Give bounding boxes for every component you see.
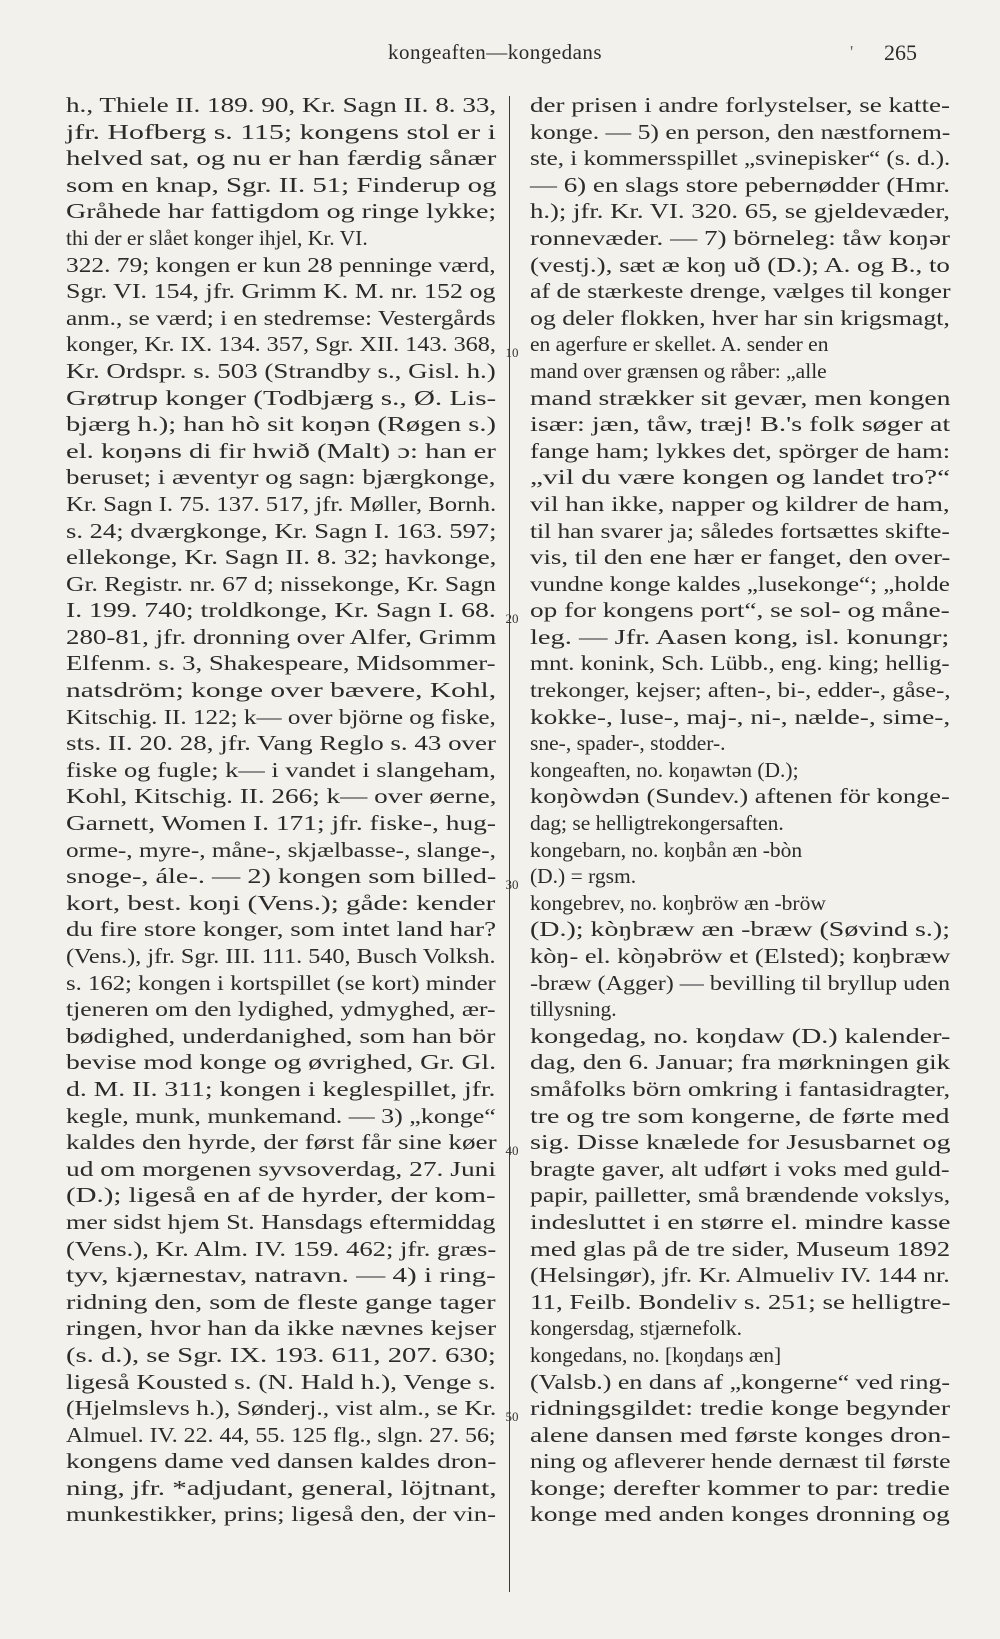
text-line: el. koŋəns di fir hwið (Malt) ɔ: han er bbox=[66, 438, 496, 463]
text-line: ligeså Kousted s. (N. Hald h.), Venge s. bbox=[66, 1369, 496, 1394]
text-line: bragte gaver, alt udført i voks med guld- bbox=[530, 1156, 950, 1181]
text-line: vil han ikke, napper og kildrer de ham, bbox=[530, 491, 950, 516]
text-line: munkestikker, prins; ligeså den, der vin- bbox=[66, 1502, 497, 1527]
text-line: (Valsb.) en dans af „kongerne“ ved ring- bbox=[530, 1369, 951, 1394]
text-line: (D.); ligeså en af de hyrder, der kom- bbox=[66, 1183, 496, 1208]
text-line: som en knap, Sgr. II. 51; Finderup og bbox=[66, 172, 497, 197]
line-number-marker: 20 bbox=[505, 611, 519, 626]
text-line: kongeaften, no. koŋawtən (D.); bbox=[530, 757, 799, 782]
text-line: til han svarer ja; således fortsættes skifte- bbox=[530, 518, 950, 543]
text-line: ning, jfr. *adjudant, general, löjtnant, bbox=[66, 1475, 497, 1500]
text-line: (Hjelmslevs h.), Sønderj., vist alm., se Kr. bbox=[66, 1396, 497, 1421]
text-line: konge med anden konges dronning og bbox=[530, 1502, 950, 1527]
text-line: sts. II. 20. 28, jfr. Vang Reglo s. 43 over bbox=[66, 731, 496, 756]
text-line: h., Thiele II. 189. 90, Kr. Sagn II. 8. 33, bbox=[66, 93, 497, 117]
text-line: især: jæn, tåw, træj! B.'s folk søger at bbox=[530, 412, 951, 437]
text-line: Grøtrup konger (Todbjærg s., Ø. Lis- bbox=[66, 385, 497, 410]
text-line: ronnevæder. — 7) börneleg: tåw koŋər bbox=[530, 225, 951, 250]
text-line: Elfenm. s. 3, Shakespeare, Midsommer- bbox=[66, 651, 496, 676]
text-line: fange ham; lykkes det, spörger de ham: bbox=[530, 438, 951, 463]
text-line: mand strækker sit gevær, men kongen bbox=[530, 385, 951, 410]
text-line: (D.) = rgsm. bbox=[530, 864, 637, 889]
text-line: kongebrev, no. koŋbröw æn -bröw bbox=[530, 890, 826, 915]
text-line: tyv, kjærnestav, natravn. — 4) i ring- bbox=[66, 1263, 496, 1288]
text-line: 280-81, jfr. dronning over Alfer, Grimm bbox=[66, 624, 497, 649]
text-line: vundne konge kaldes „lusekonge“; „holde bbox=[530, 571, 950, 596]
text-line: I. 199. 740; troldkonge, Kr. Sagn I. 68. bbox=[66, 598, 496, 623]
text-line: — 6) en slags store pebernødder (Hmr. bbox=[530, 172, 950, 197]
text-line: (s. d.), se Sgr. IX. 193. 611, 207. 630; bbox=[66, 1342, 496, 1367]
text-line: trekonger, kejser; aften-, bi-, edder-, gåse-, bbox=[530, 678, 951, 703]
text-line: Kr. Ordspr. s. 503 (Strandby s., Gisl. h.) bbox=[66, 358, 496, 383]
text-line: Sgr. VI. 154, jfr. Grimm K. M. nr. 152 og bbox=[66, 279, 496, 304]
text-line: ellekonge, Kr. Sagn II. 8. 32; havkonge, bbox=[66, 545, 497, 570]
text-line: tre og tre som kongerne, de førte med bbox=[530, 1103, 950, 1128]
line-number-marker: 40 bbox=[505, 1143, 519, 1158]
text-line: anm., se værd; i en stedremse: Vestergårds bbox=[66, 305, 496, 330]
text-line: sne-, spader-, stodder-. bbox=[530, 731, 726, 756]
text-line: 322. 79; kongen er kun 28 penninge værd, bbox=[66, 252, 496, 277]
text-line: mand over grænsen og råber: „alle bbox=[530, 358, 827, 383]
text-line: Garnett, Women I. 171; jfr. fiske-, hug- bbox=[66, 811, 497, 836]
text-line: (Vens.), Kr. Alm. IV. 159. 462; jfr. græs- bbox=[66, 1236, 497, 1261]
text-line: kegle, munk, munkemand. — 3) „konge“ bbox=[66, 1103, 496, 1128]
running-header bbox=[0, 40, 1000, 70]
text-line: der prisen i andre forlystelser, se katte- bbox=[530, 93, 951, 117]
text-line: -bræw (Agger) — bevilling til bryllup uden bbox=[530, 970, 950, 995]
text-line: ud om morgenen syvsoverdag, 27. Juni bbox=[66, 1156, 496, 1181]
text-line: kòŋ- el. kòŋəbröw et (Elsted); koŋbræw bbox=[530, 944, 951, 968]
running-title: kongeaften—kongedans bbox=[388, 40, 603, 64]
text-line: op for kongens port“, se sol- og måne- bbox=[530, 598, 950, 623]
text-line: ridningsgildet: tredie konge begynder bbox=[530, 1396, 951, 1421]
text-line: alene dansen med første konges dron- bbox=[530, 1422, 951, 1447]
text-line: ringen, hvor han da ikke nævnes kejser bbox=[66, 1316, 497, 1341]
text-line: Kitschig. II. 122; k— over björne og fiske, bbox=[66, 704, 496, 729]
line-number-marker: 50 bbox=[505, 1409, 519, 1424]
text-line: bjærg h.); han hò sit koŋən (Røgen s.) bbox=[66, 412, 496, 437]
text-line: konge; derefter kommer to par: tredie bbox=[530, 1475, 950, 1500]
text-line: (Vens.), jfr. Sgr. III. 111. 540, Busch Volksh. bbox=[66, 944, 496, 968]
text-line: kongebarn, no. koŋbån æn -bòn bbox=[530, 837, 803, 862]
column-divider bbox=[509, 96, 510, 1592]
text-line: bevise mod konge og øvrighed, Gr. Gl. bbox=[66, 1050, 496, 1075]
text-line: s. 162; kongen i kortspillet (se kort) minder bbox=[66, 970, 496, 995]
text-line: småfolks börn omkring i fantasidragter, bbox=[530, 1076, 951, 1101]
text-line: orme-, myre-, måne-, skjælbasse-, slange-, bbox=[66, 837, 496, 862]
text-line: tjeneren om den lydighed, ydmyghed, ær- bbox=[66, 997, 496, 1022]
line-number-marker: 30 bbox=[505, 877, 519, 892]
text-line: af de stærkeste drenge, vælges til konger bbox=[530, 279, 951, 304]
text-line: dag, den 6. Januar; fra mørkningen gik bbox=[530, 1050, 951, 1075]
text-line: konger, Kr. IX. 134. 357, Sgr. XII. 143. 368, bbox=[66, 332, 496, 357]
left-column bbox=[66, 92, 496, 1528]
text-line: kongedans, no. [koŋdaŋs æn] bbox=[530, 1342, 782, 1367]
text-line: (Helsingør), jfr. Kr. Almueliv IV. 144 nr. bbox=[530, 1263, 950, 1288]
text-line: Almuel. IV. 22. 44, 55. 125 flg., slgn. 27. 56; bbox=[66, 1422, 496, 1447]
text-line: kokke-, luse-, maj-, ni-, nælde-, sime-, bbox=[530, 704, 951, 729]
text-line: h.); jfr. Kr. VI. 320. 65, se gjeldevæder, bbox=[530, 199, 950, 224]
text-line: bødighed, underdanighed, som han bör bbox=[66, 1023, 496, 1048]
text-line: beruset; i æventyr og sagn: bjærgkonge, bbox=[66, 465, 496, 490]
text-line: ridning den, som de fleste gange tager bbox=[66, 1289, 496, 1314]
text-line: Gråhede har fattigdom og ringe lykke; bbox=[66, 199, 497, 224]
text-line: d. M. II. 311; kongen i keglespillet, jfr. bbox=[66, 1076, 496, 1101]
text-line: indesluttet i en større el. mindre kasse bbox=[530, 1209, 951, 1234]
text-line: snoge-, ále-. — 2) kongen som billed- bbox=[66, 864, 497, 889]
text-line: konge. — 5) en person, den næstfornem- bbox=[530, 119, 951, 144]
text-line: Gr. Registr. nr. 67 d; nissekonge, Kr. Sagn bbox=[66, 571, 496, 596]
text-line: leg. — Jfr. Aasen kong, isl. konungr; bbox=[530, 624, 950, 649]
text-line: mnt. konink, Sch. Lübb., eng. king; hellig- bbox=[530, 651, 950, 676]
text-line: (D.); kòŋbræw æn -bræw (Søvind s.); bbox=[530, 917, 950, 942]
text-line: sig. Disse knælede for Jesusbarnet og bbox=[530, 1130, 951, 1155]
text-line: kort, best. koŋi (Vens.); gåde: kender bbox=[66, 890, 496, 915]
text-line: vis, til den ene hær er fanget, den over- bbox=[530, 545, 951, 570]
text-line: kongedag, no. koŋdaw (D.) kalender- bbox=[530, 1023, 951, 1048]
right-column bbox=[530, 92, 950, 1528]
page-number: 265 bbox=[884, 40, 917, 65]
text-line: (vestj.), sæt æ koŋ uð (D.); A. og B., to bbox=[530, 252, 950, 277]
text-line: og deler flokken, hver har sin krigsmagt, bbox=[530, 305, 950, 330]
text-line: Kr. Sagn I. 75. 137. 517, jfr. Møller, Bornh. bbox=[66, 491, 497, 516]
text-line: s. 24; dværgkonge, Kr. Sagn I. 163. 597; bbox=[66, 518, 497, 543]
text-line: Kohl, Kitschig. II. 266; k— over øerne, bbox=[66, 784, 497, 809]
text-line: en agerfure er skellet. A. sender en bbox=[530, 332, 829, 357]
text-line: 11, Feilb. Bondeliv s. 251; se helligtre- bbox=[530, 1289, 951, 1314]
text-line: du fire store konger, som intet land har? bbox=[66, 917, 497, 942]
margin-mark: ' bbox=[850, 42, 854, 62]
text-line: kongens dame ved dansen kaldes dron- bbox=[66, 1449, 497, 1474]
text-line: thi der er slået konger ihjel, Kr. VI. bbox=[66, 225, 368, 250]
text-line: fiske og fugle; k— i vandet i slangeham, bbox=[66, 757, 496, 782]
text-line: koŋòwdən (Sundev.) aftenen för konge- bbox=[530, 784, 950, 809]
text-line: mer sidst hjem St. Hansdags eftermiddag bbox=[66, 1209, 496, 1234]
text-line: papir, pailletter, små brændende vokslys, bbox=[530, 1183, 951, 1208]
text-line: natsdröm; konge over bævere, Kohl, bbox=[66, 678, 497, 703]
text-line: ste, i kommersspillet „svinepisker“ (s. d.). bbox=[530, 146, 951, 171]
text-line: helved sat, og nu er han færdig sånær bbox=[66, 146, 497, 171]
line-number-marker: 10 bbox=[505, 345, 519, 360]
text-line: „vil du være kongen og landet tro?“ bbox=[530, 465, 951, 490]
text-line: dag; se helligtrekongersaften. bbox=[530, 811, 784, 836]
text-line: med glas på de tre sider, Museum 1892 bbox=[530, 1236, 951, 1261]
text-line: tillysning. bbox=[530, 997, 617, 1022]
text-line: kongersdag, stjærnefolk. bbox=[530, 1316, 742, 1341]
text-line: ning og afleverer hende dernæst til første bbox=[530, 1449, 951, 1474]
text-line: jfr. Hofberg s. 115; kongens stol er i bbox=[66, 119, 496, 144]
text-line: kaldes den hyrde, der først får sine køer bbox=[66, 1130, 497, 1155]
